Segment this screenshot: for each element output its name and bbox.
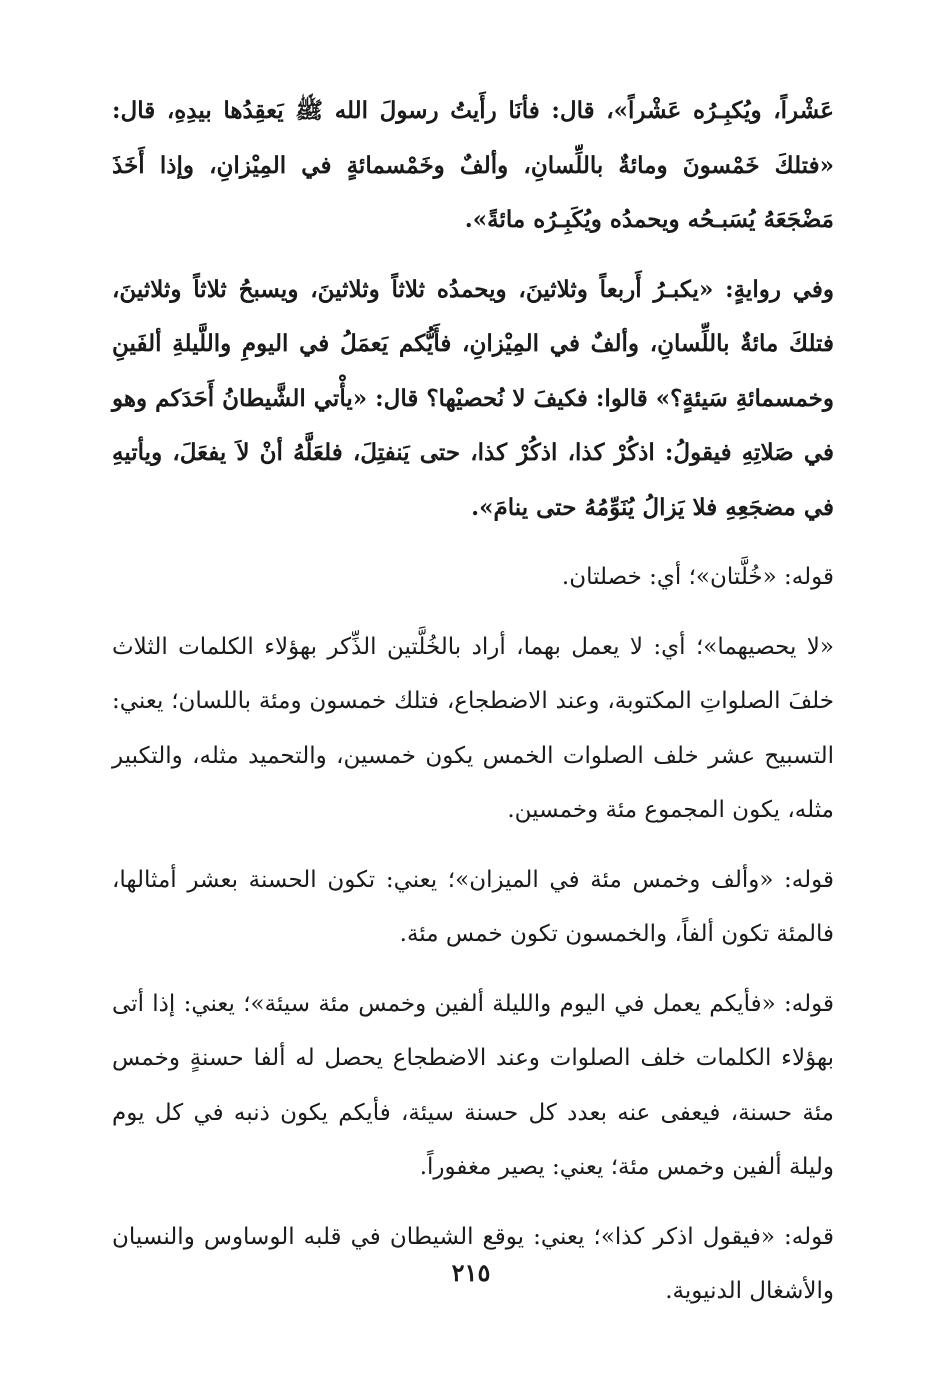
page-body [112,84,834,1319]
commentary-fa-ayyukum-paragraph: قوله: «فأيكم يعمل في اليوم والليلة ألفين وخمس مئة سيئة»؛ يعني: إذا أتى بهؤلاء الكلمات خلف الصلوات وعند الاضطجاع يحصل له ألفا حسنةٍ وخمس مئة حسنة، فيعفى عنه بعدد كل حسنة سيئة، فأيكم يكون ذنبه في كل يوم وليلة ألفين وخمس مئة؛ يعني: يصير مغفوراً. [112,990,834,1180]
page-number: ٢١٥ [451,1258,491,1287]
hadith-continuation-paragraph: عَشْراً، ويُكبِـرُه عَشْراً»، قال: فأنَا رأَيتُ رسولَ الله ﷺ يَعقِدُها بيدِهِ، قال: «فتلكَ خَمْسونَ ومائةٌ باللِّسانِ، وألفٌ وخَمْسمائةٍ في المِيْزانِ، وإذا أَخَذَ مَضْجَعَهُ يُسَبـحُه ويحمدُه ويُكَبِـرُه مائةً». [112,97,834,233]
commentary-la-yuhsihima-paragraph: «لا يحصيهما»؛ أي: لا يعمل بهما، أراد بالخُلَّتين الذِّكر بهؤلاء الكلمات الثلاث خلفَ الصلواتِ المكتوبة، وعند الاضطجاع، فتلك خمسون ومئة باللسان؛ يعني: التسبيح عشر خلف الصلوات الخمس يكون خمسين، والتحميد مثله، والتكبير مثله، يكون المجموع مئة وخمسين. [112,633,834,823]
alternate-narration-paragraph: وفي روايةٍ: «يكبـرُ أَربعاً وثلاثينَ، ويحمدُه ثلاثاً وثلاثينَ، ويسبحُ ثلاثاً وثلاثينَ، فتلكَ مائةٌ باللِّسانِ، وألفٌ في المِيْزانِ، فأَيُّكم يَعمَلُ في اليومِ واللَّيلةِ ألفَينِ وخمسمائةِ سَيئةٍ؟» قالوا: فكيفَ لا نُحصيْها؟ قال: «يأْتي الشَّيطانُ أَحَدَكم وهو في صَلاتِهِ فيقولُ: اذكُرْ كذا، اذكُرْ كذا، حتى يَنفتِلَ، فلعَلَّهُ أنْ لاَ يفعَلَ، ويأتيهِ في مضجَعِهِ فلا يَزالُ يُنَوِّمُهُ حتى ينامَ». [112,275,834,521]
commentary-khullatan-paragraph: قوله: «خُلَّتان»؛ أي: خصلتان. [561,564,834,590]
commentary-fa-yaqul-paragraph: قوله: «فيقول اذكر كذا»؛ يعني: يوقع الشيطان في قلبه الوساوس والنسيان والأشغال الدنيوية. [112,1223,834,1304]
commentary-alf-wa-khams-paragraph: قوله: «وألف وخمس مئة في الميزان»؛ يعني: تكون الحسنة بعشر أمثالها، فالمئة تكون ألفاً، والخمسون تكون خمس مئة. [112,866,834,947]
